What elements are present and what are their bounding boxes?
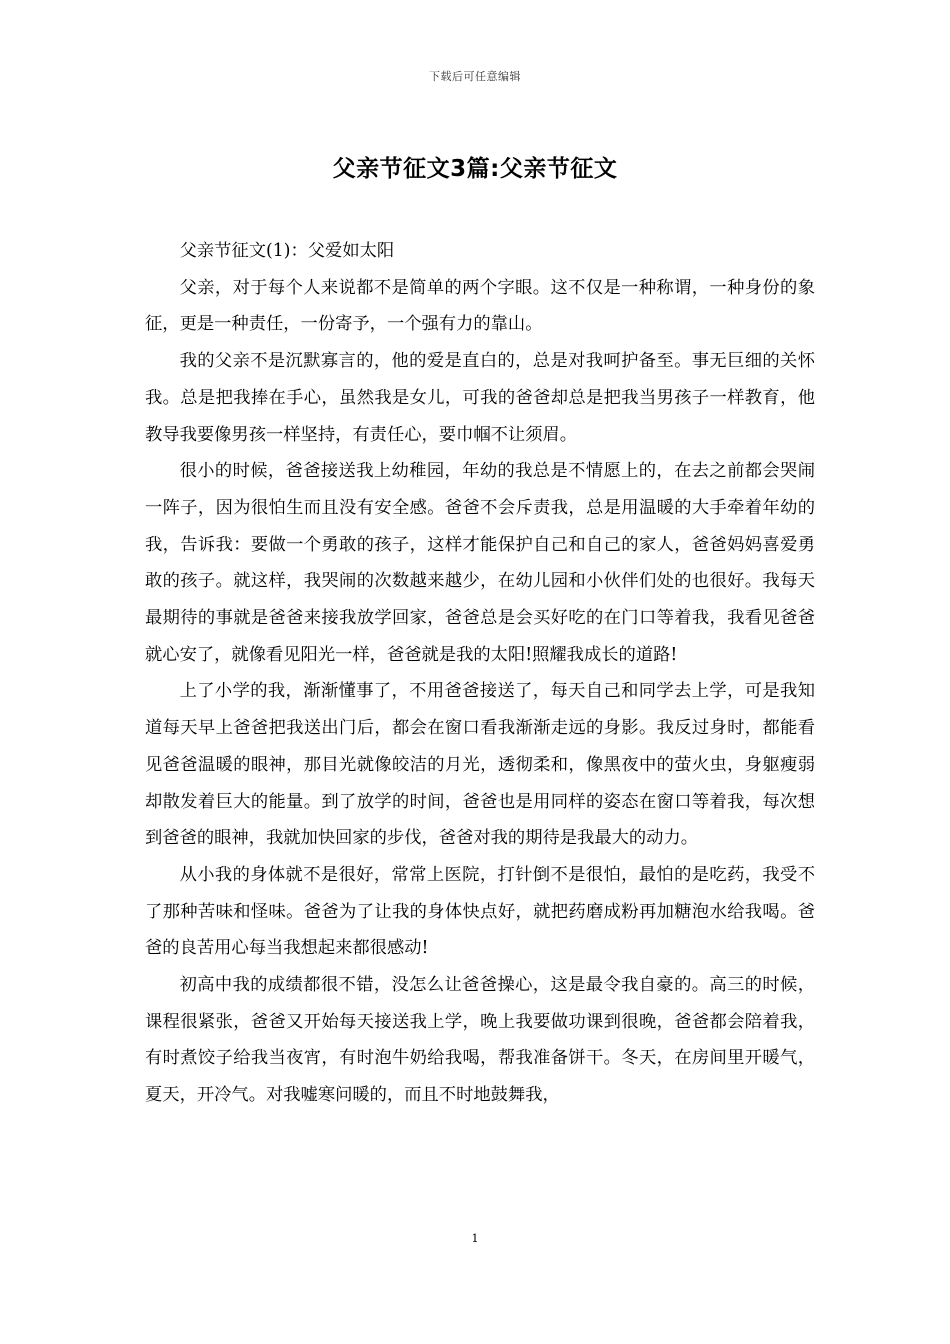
- paragraph: 上了小学的我，渐渐懂事了，不用爸爸接送了，每天自己和同学去上学，可是我知道每天早上爸爸把我送出门后，都会在窗口看我渐渐走远的身影。我反过身时，都能看见爸爸温暖的眼神，那目光就像皎洁的月光，透彻柔和，像黑夜中的萤火虫，身躯瘦弱却散发着巨大的能量。到了放学的时间，爸爸也是用同样的姿态在窗口等着我，每次想到爸爸的眼神，我就加快回家的步伐，爸爸对我的期待是我最大的动力。: [145, 681, 815, 849]
- document-body: [145, 233, 815, 1114]
- document-title: 父亲节征文3篇:父亲节征文: [332, 156, 618, 182]
- page-number: 1: [471, 1232, 479, 1245]
- header-note: 下载后可任意编辑: [429, 70, 521, 83]
- paragraph: 从小我的身体就不是很好，常常上医院，打针倒不是很怕，最怕的是吃药，我受不了那种苦味和怪味。爸爸为了让我的身体快点好，就把药磨成粉再加糖泡水给我喝。爸爸的良苦用心每当我想起来都很感动!: [145, 864, 815, 959]
- paragraph: 很小的时候，爸爸接送我上幼稚园，年幼的我总是不情愿上的，在去之前都会哭闹一阵子，因为很怕生而且没有安全感。爸爸不会斥责我，总是用温暖的大手牵着年幼的我，告诉我：要做一个勇敢的孩子，这样才能保护自己和自己的家人，爸爸妈妈喜爱勇敢的孩子。就这样，我哭闹的次数越来越少，在幼儿园和小伙伴们处的也很好。我每天最期待的事就是爸爸来接我放学回家，爸爸总是会买好吃的在门口等着我，我看见爸爸就心安了，就像看见阳光一样，爸爸就是我的太阳!照耀我成长的道路!: [145, 461, 815, 665]
- section-heading: 父亲节征文(1)：父爱如太阳: [179, 241, 395, 261]
- paragraph: 初高中我的成绩都很不错，没怎么让爸爸操心，这是最令我自豪的。高三的时候，课程很紧张，爸爸又开始每天接送我上学，晚上我要做功课到很晚，爸爸都会陪着我，有时煮饺子给我当夜宵，有时泡牛奶给我喝，帮我准备饼干。冬天，在房间里开暖气，夏天，开冷气。对我嘘寒问暖的，而且不时地鼓舞我，: [145, 975, 815, 1106]
- paragraph: 我的父亲不是沉默寡言的，他的爱是直白的，总是对我呵护备至。事无巨细的关怀我。总是把我捧在手心，虽然我是女儿，可我的爸爸却总是把我当男孩子一样教育，他教导我要像男孩一样坚持，有责任心，要巾帼不让须眉。: [145, 351, 815, 445]
- paragraph: 父亲，对于每个人来说都不是简单的两个字眼。这不仅是一种称谓，一种身份的象征，更是一种责任，一份寄予，一个强有力的靠山。: [145, 277, 815, 335]
